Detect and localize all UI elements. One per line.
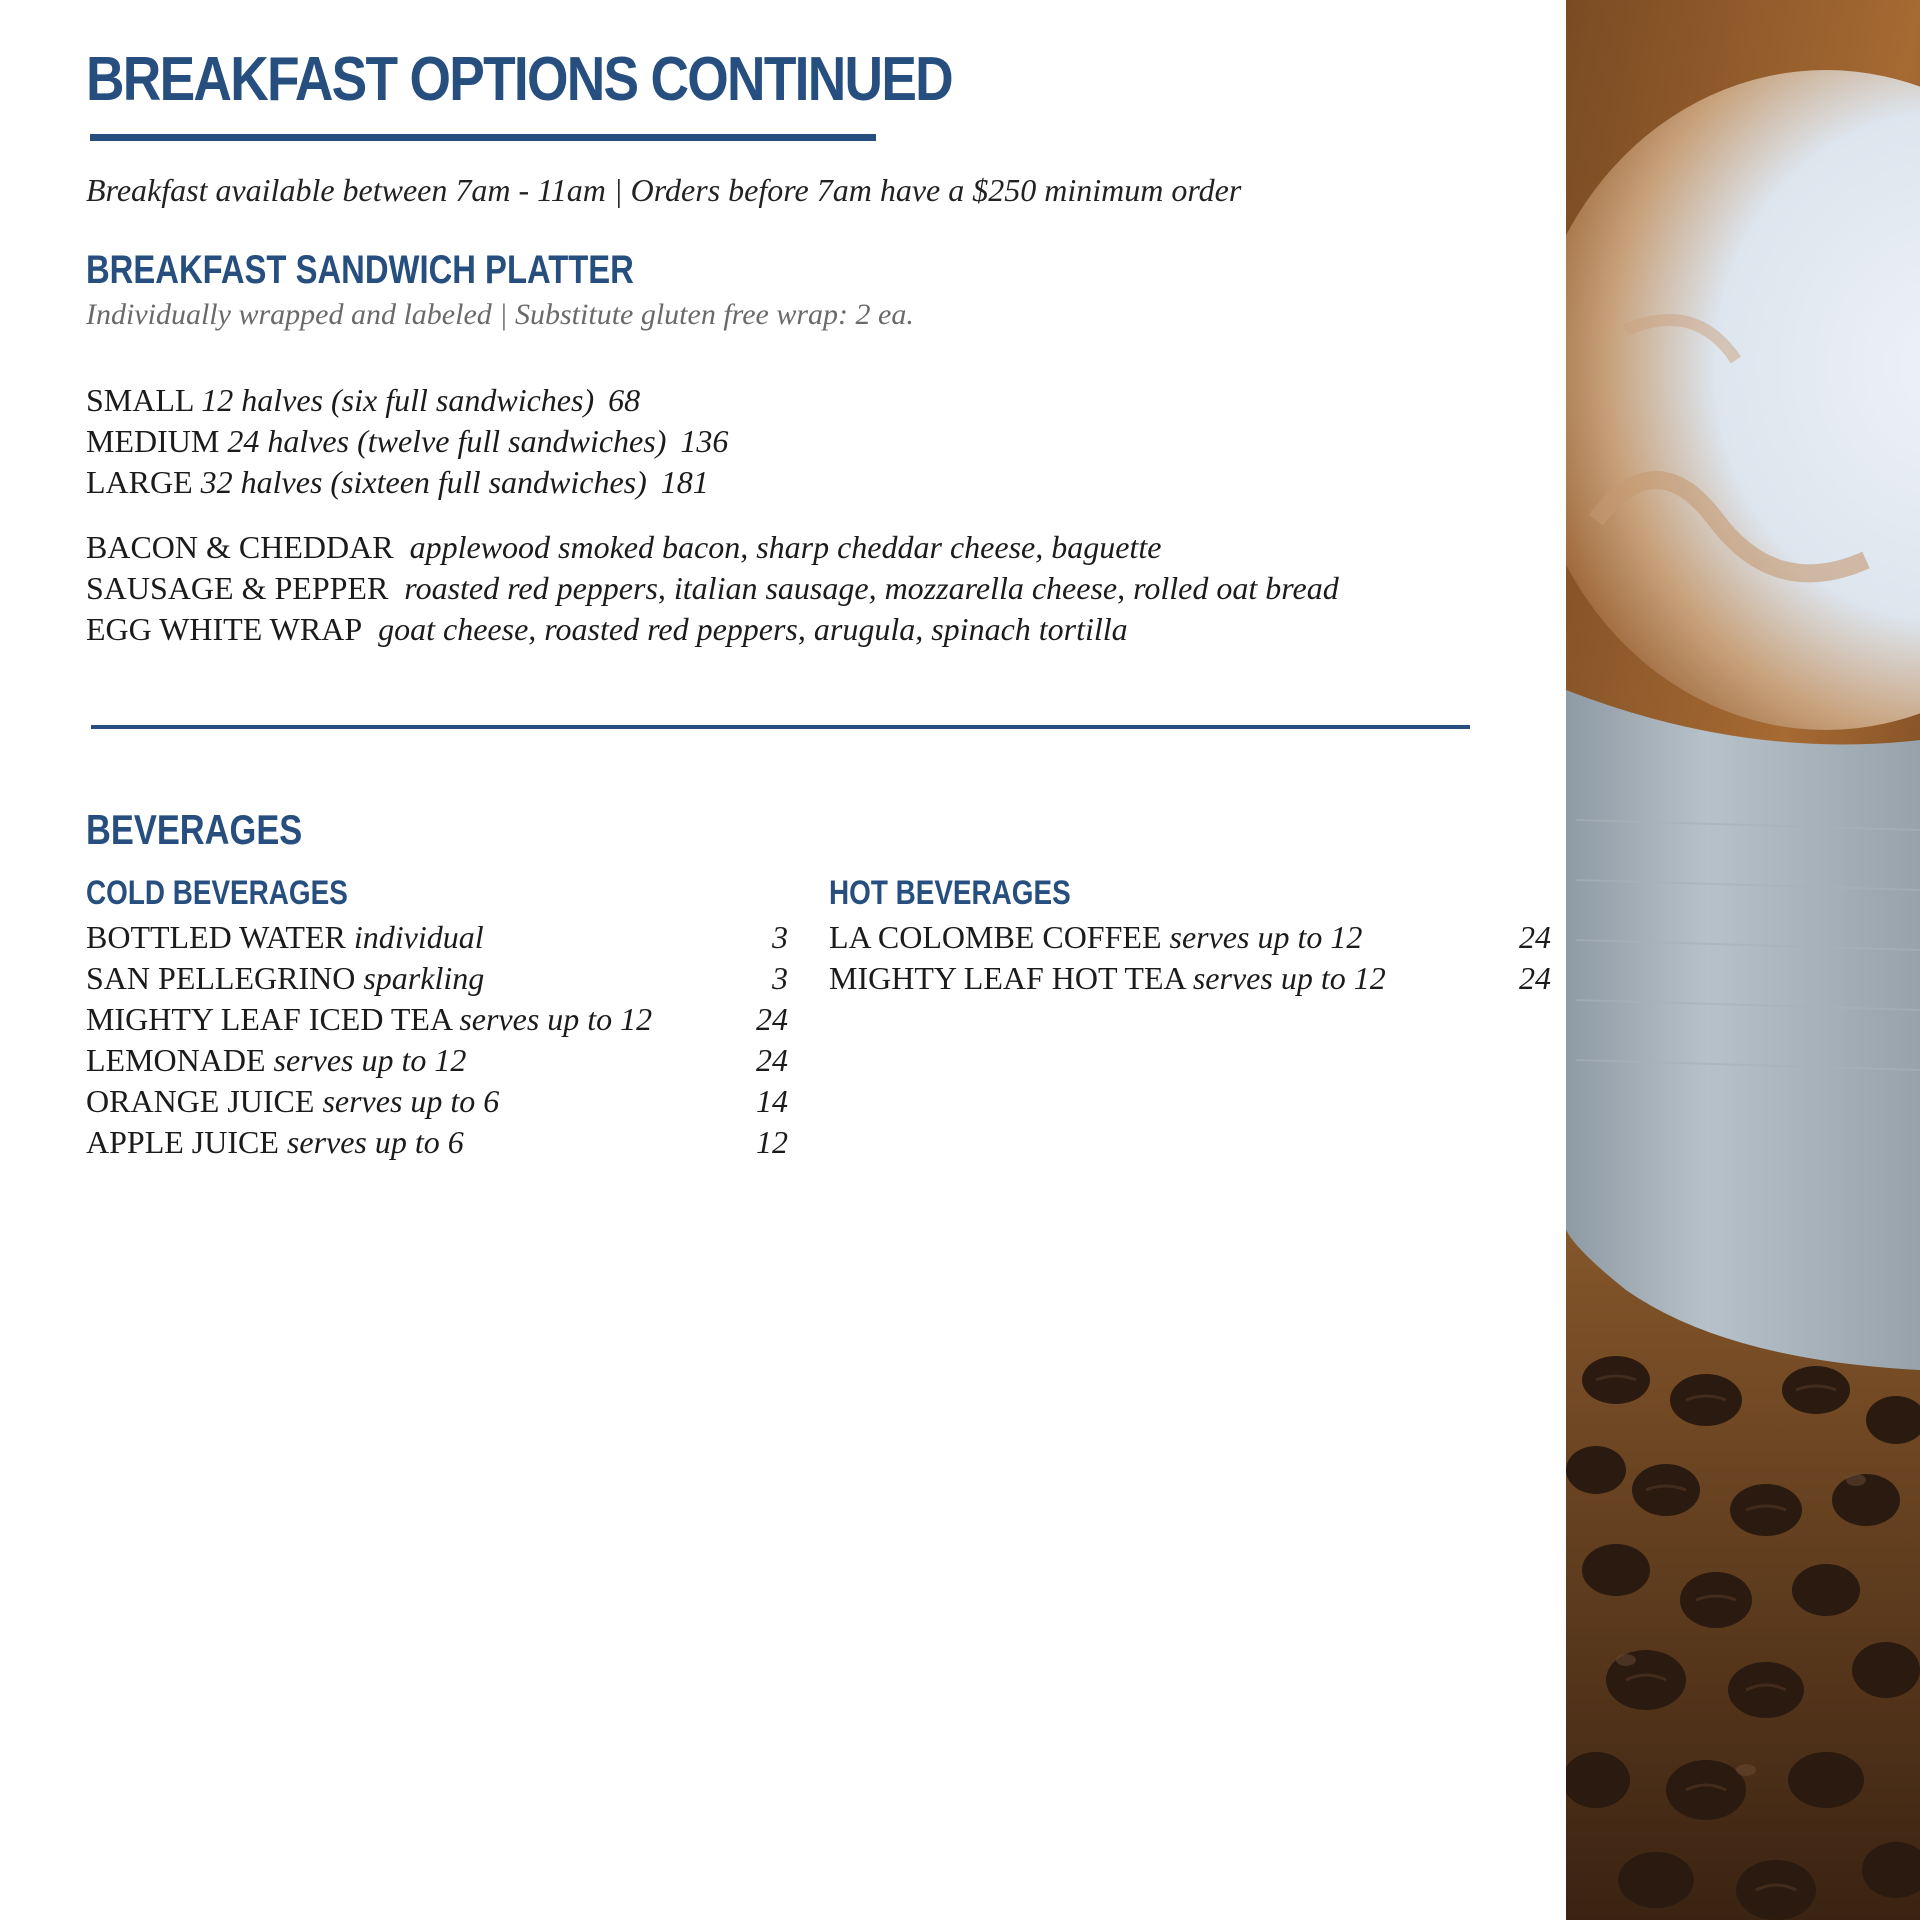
sandwich-name: SAUSAGE & PEPPER — [86, 570, 389, 606]
size-name: SMALL — [86, 382, 194, 418]
beverage-price: 12 — [756, 1124, 788, 1160]
title-underline — [90, 134, 876, 141]
beverage-desc: sparkling — [363, 960, 485, 996]
size-row — [86, 462, 728, 503]
size-price: 68 — [608, 382, 641, 418]
beverage-price: 24 — [756, 1042, 788, 1078]
beverage-desc: serves up to 12 — [273, 1042, 467, 1078]
beverage-desc: serves up to 6 — [322, 1083, 500, 1119]
availability-note: Breakfast available between 7am - 11am | Orders before 7am have a $250 minimum order — [86, 172, 1242, 208]
beverages-heading: BEVERAGES — [86, 806, 303, 853]
beverage-row — [86, 1122, 788, 1163]
sandwich-desc: goat cheese, roasted red peppers, arugula, spinach tortilla — [378, 611, 1128, 647]
size-desc: 24 halves (twelve full sandwiches) — [227, 423, 667, 459]
sandwich-name: EGG WHITE WRAP — [86, 611, 363, 647]
beverage-price: 24 — [756, 1001, 788, 1037]
beverage-name: APPLE JUICE — [86, 1124, 279, 1160]
sandwich-name: BACON & CHEDDAR — [86, 529, 394, 565]
cold-beverages-heading: COLD BEVERAGES — [86, 874, 348, 912]
section-divider — [91, 725, 1470, 729]
sandwich-row — [86, 527, 1339, 568]
beverage-name: MIGHTY LEAF ICED TEA — [86, 1001, 452, 1037]
beverage-name: LEMONADE — [86, 1042, 266, 1078]
size-price: 136 — [680, 423, 729, 459]
beverage-row — [829, 917, 1551, 958]
beverage-row — [829, 958, 1551, 999]
sandwich-desc: roasted red peppers, italian sausage, mozzarella cheese, rolled oat bread — [404, 570, 1339, 606]
size-row — [86, 421, 728, 462]
sandwich-row — [86, 568, 1339, 609]
size-desc: 12 halves (six full sandwiches) — [201, 382, 595, 418]
size-name: LARGE — [86, 464, 193, 500]
beverage-price: 14 — [756, 1083, 788, 1119]
beverage-price: 3 — [772, 960, 788, 996]
beverage-desc: serves up to 6 — [286, 1124, 464, 1160]
beverage-name: ORANGE JUICE — [86, 1083, 315, 1119]
beverage-desc: serves up to 12 — [1169, 919, 1363, 955]
beverage-price: 3 — [772, 919, 788, 955]
beverage-desc: serves up to 12 — [459, 1001, 653, 1037]
beverage-row — [86, 1040, 788, 1081]
platter-sizes — [86, 380, 728, 503]
beverage-name: SAN PELLEGRINO — [86, 960, 356, 996]
beverage-desc: serves up to 12 — [1192, 960, 1386, 996]
size-name: MEDIUM — [86, 423, 220, 459]
beverage-name: BOTTLED WATER — [86, 919, 346, 955]
size-desc: 32 halves (sixteen full sandwiches) — [200, 464, 647, 500]
coffee-cup-and-beans-image — [1566, 0, 1920, 1920]
hot-beverages-list — [829, 917, 1551, 999]
size-row — [86, 380, 728, 421]
size-price: 181 — [660, 464, 709, 500]
beverage-row — [86, 958, 788, 999]
cold-beverages-list — [86, 917, 788, 1163]
beverage-name: LA COLOMBE COFFEE — [829, 919, 1162, 955]
coffee-photo — [1566, 0, 1920, 1920]
beverage-desc: individual — [353, 919, 484, 955]
beverage-name: MIGHTY LEAF HOT TEA — [829, 960, 1185, 996]
sandwich-list — [86, 527, 1339, 650]
hot-beverages-heading: HOT BEVERAGES — [829, 874, 1071, 912]
beverage-price: 24 — [1519, 919, 1551, 955]
beverage-row — [86, 917, 788, 958]
sandwich-row — [86, 609, 1339, 650]
sandwich-desc: applewood smoked bacon, sharp cheddar cheese, baguette — [409, 529, 1162, 565]
page-title: BREAKFAST OPTIONS CONTINUED — [86, 45, 952, 114]
beverage-row — [86, 999, 788, 1040]
beverage-row — [86, 1081, 788, 1122]
platter-heading: BREAKFAST SANDWICH PLATTER — [86, 248, 634, 292]
platter-subtitle: Individually wrapped and labeled | Substitute gluten free wrap: 2 ea. — [86, 298, 914, 331]
beverage-price: 24 — [1519, 960, 1551, 996]
